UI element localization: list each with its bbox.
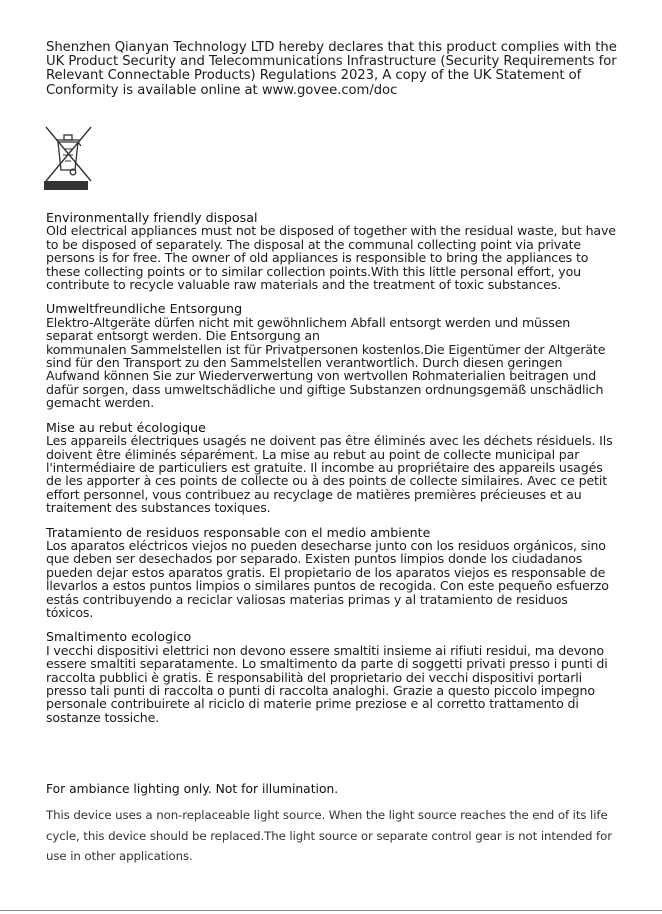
uk-psti-declaration: Shenzhen Qianyan Technology LTD hereby declares that this product complies with the UK Product Security and Telecommunications Infrastructure (Security Requirements for Relevant Connectable Products) Regulations 2023, A copy of the UK Statement of Conformity is available online at www.govee.com/doc xyxy=(46,40,617,98)
page-bottom-divider xyxy=(0,910,662,911)
section-title: Umweltfreundliche Entsorgung xyxy=(46,301,243,317)
ambiance-title: For ambiance lighting only. Not for illumination. xyxy=(46,782,339,796)
disposal-section-english xyxy=(46,211,616,291)
disposal-section-italian xyxy=(46,630,616,724)
section-body: Los aparatos eléctricos viejos no pueden desecharse junto con los residuos orgánicos, sino que deben ser desechados por separado. Existen puntos limpios donde los ciudadanos pueden dejar estos aparatos gratis. El propietario de los aparatos viejos es responsable de llevarlos a estos puntos limpios o similares puntos de recogida. Con este pequeño esfuerzo estás contribuyendo a reciclar valiosas materias primas y al tratamiento de residuos tóxicos. xyxy=(46,537,609,620)
ambiance-lighting-notice xyxy=(46,781,621,867)
disposal-section-german xyxy=(46,302,616,409)
section-title: Tratamiento de residuos responsable con el medio ambiente xyxy=(46,524,431,540)
ambiance-body: This device uses a non-replaceable light source. When the light source reaches the end of its life cycle, this device should be replaced.The light source or separate control gear is not intended for use in other applications. xyxy=(46,808,612,864)
crossed-out-wheelie-bin-icon xyxy=(44,123,94,193)
compliance-declaration-block xyxy=(46,41,631,98)
disposal-section-french xyxy=(46,421,616,515)
disposal-instructions xyxy=(46,211,616,735)
section-title: Environmentally friendly disposal xyxy=(46,210,258,225)
section-body: Elektro-Altgeräte dürfen nicht mit gewöhnlichem Abfall entsorgt werden und müssen separat entsorgt werden. Die Entsorgung an kommunalen Sammelstellen ist für Privatpersonen kostenlos.Die Eigentümer der Altgeräte sind für den Transport zu den Sammelstellen verantwortlich. Durch diesen geringen Aufwand können Sie zur Wiederverwertung von wertvollen Rohmaterialien beitragen und dafür sorgen, dass umweltschädliche und giftige Substanzen ordnungsgemäß unschädlich gemacht werden. xyxy=(46,314,606,411)
section-title: Smaltimento ecologico xyxy=(46,629,192,645)
section-body: Les appareils électriques usagés ne doivent pas être éliminés avec les déchets résiduels. Ils doivent être éliminés séparément. La mise au rebut au point de collecte municipal par l'intermédiaire de particuliers est gratuite. Il incombe au propriétaire des appareils usagés de les apporter à ces points de collecte ou à des points de collecte similaires. Avec ce petit effort personnel, vous contribuez au recyclage de matières premières précieuses et au traitement des substances toxiques. xyxy=(46,433,613,516)
section-body: Old electrical appliances must not be disposed of together with the residual waste, but have to be disposed of separately. The disposal at the communal collecting point via private persons is for free. The owner of old appliances is responsible to bring the appliances to these collecting points or to similar collection points.With this little personal effort, you contribute to recycle valuable raw materials and the treatment of toxic substances. xyxy=(46,223,616,293)
section-title: Mise au rebut écologique xyxy=(46,419,206,435)
section-body: I vecchi dispositivi elettrici non devono essere smaltiti insieme ai rifiuti residui, ma devono essere smaltiti separatamente. Lo smaltimento da parte di soggetti privati presso i punti di raccolta pubblici è gratis. È responsabilità del proprietario dei vecchi dispositivi portarli presso tali punti di raccolta o punti di raccolta analoghi. Grazie a questo piccolo impegno personale contribuirete al riciclo di materie prime preziose e al corretto trattamento di sostanze tossiche. xyxy=(46,642,608,725)
disposal-section-spanish xyxy=(46,526,616,620)
